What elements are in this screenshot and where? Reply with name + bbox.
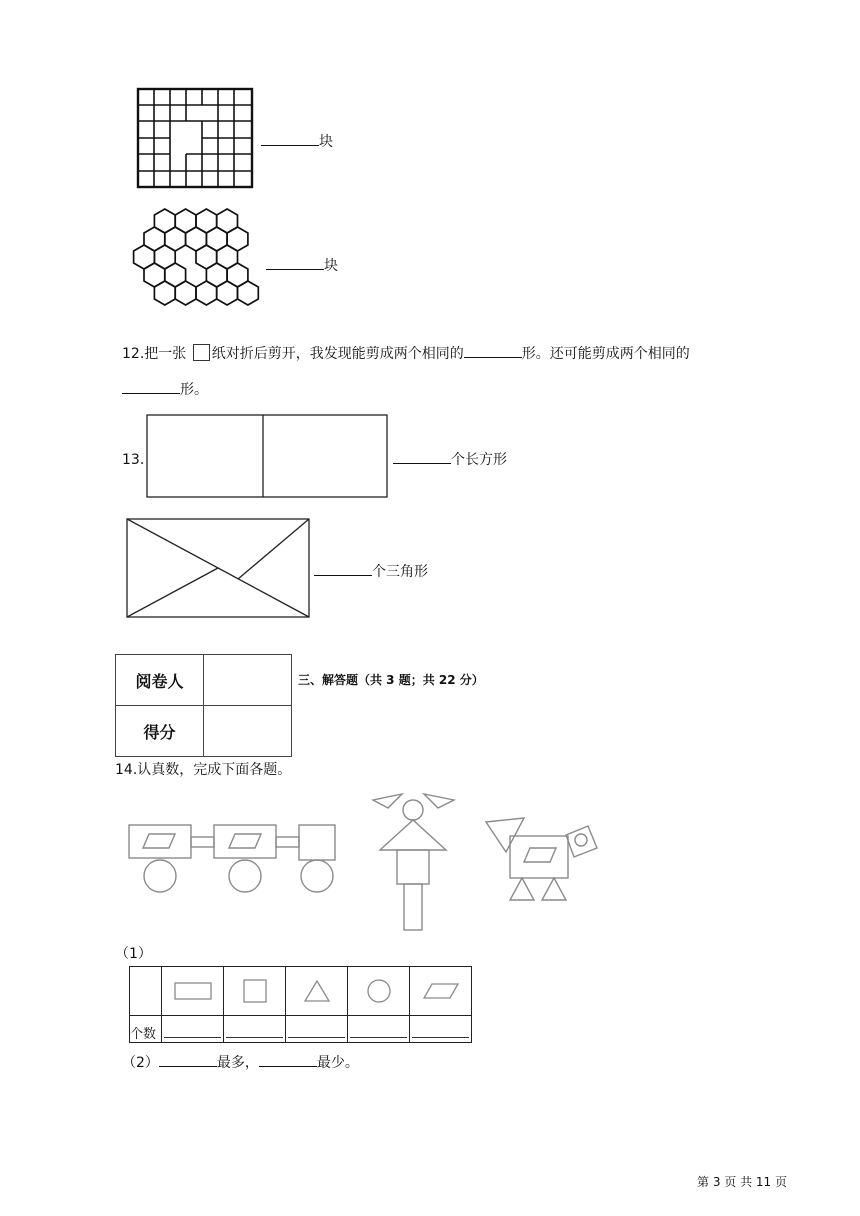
q12-number: 12.: [122, 346, 145, 362]
shape-pictures-figure: [126, 790, 606, 935]
hexagon-tile-figure: [134, 208, 264, 314]
score-label: 得分: [116, 706, 204, 757]
grid-answer-blank[interactable]: [261, 133, 319, 146]
score-table: [115, 654, 292, 757]
part2-label: （2）: [122, 1055, 159, 1071]
hexagon-cell: [175, 281, 196, 305]
rect-answer-blank[interactable]: [393, 451, 451, 464]
hex-unit: 块: [324, 258, 338, 274]
part2-blank-most[interactable]: [159, 1054, 217, 1067]
part2-most: 最多，: [216, 1055, 259, 1071]
rectangle-icon: [173, 980, 213, 1002]
count-cell-circle[interactable]: [348, 1016, 410, 1043]
triangle-suffix: 个三角形: [372, 564, 428, 580]
reviewer-cell[interactable]: [204, 655, 292, 706]
part2-line: [122, 1054, 359, 1072]
grid-tile-figure: [137, 88, 253, 188]
hexagon-cell: [196, 281, 217, 305]
parallelogram-icon: [422, 981, 460, 1001]
square-icon: [242, 978, 268, 1004]
hex-answer-blank[interactable]: [266, 257, 324, 270]
count-cell-triangle[interactable]: [286, 1016, 348, 1043]
grid-unit: 块: [319, 134, 333, 150]
hexagon-cell: [238, 281, 259, 305]
shape-cell-parallelogram: [410, 967, 472, 1016]
count-cell-square[interactable]: [224, 1016, 286, 1043]
q12-blank-2[interactable]: [122, 381, 180, 394]
part2-blank-least[interactable]: [259, 1054, 317, 1067]
q12-blank-1[interactable]: [464, 345, 522, 358]
shape-cell-rectangle: [162, 967, 224, 1016]
shape-cell-square: [224, 967, 286, 1016]
rect-suffix: 个长方形: [451, 452, 507, 468]
count-label: 个数: [130, 1016, 162, 1043]
score-cell[interactable]: [204, 706, 292, 757]
grid-answer: [261, 131, 333, 151]
hexagon-cell: [154, 281, 175, 305]
section3-title: 三、解答题（共 3 题；共 22 分）: [298, 673, 484, 687]
rectangle-count-figure: [146, 414, 388, 498]
q12-line2: [122, 381, 208, 399]
shape-cell-circle: [348, 967, 410, 1016]
hex-answer: [266, 255, 338, 275]
triangle-answer-blank[interactable]: [314, 563, 372, 576]
q12-line1: [122, 344, 690, 363]
part1-label: （1）: [115, 946, 152, 962]
page-number: 第 3 页 共 11 页: [697, 1175, 787, 1189]
circle-icon: [366, 978, 392, 1004]
triangle-answer: [314, 563, 428, 581]
square-paper-icon: [193, 344, 210, 361]
q12-text-line2: 形。: [180, 382, 208, 398]
shape-cell-triangle: [286, 967, 348, 1016]
q12-text-middle: 纸对折后剪开，我发现能剪成两个相同的: [211, 346, 464, 362]
count-cell-parallelogram[interactable]: [410, 1016, 472, 1043]
count-cell-rectangle[interactable]: [162, 1016, 224, 1043]
count-table: [129, 966, 472, 1043]
q12-text-before: 把一张: [144, 346, 187, 362]
rect-answer: [393, 451, 507, 469]
part2-least: 最少。: [316, 1055, 359, 1071]
reviewer-label: 阅卷人: [116, 655, 204, 706]
q14-title: 14.认真数，完成下面各题。: [115, 762, 292, 778]
triangle-count-figure: [126, 518, 310, 618]
q12-text-after: 形。还可能剪成两个相同的: [521, 346, 690, 362]
count-table-corner: [130, 967, 162, 1016]
q13-number: 13.: [122, 452, 145, 468]
triangle-icon: [303, 979, 331, 1003]
hexagon-cell: [217, 281, 238, 305]
